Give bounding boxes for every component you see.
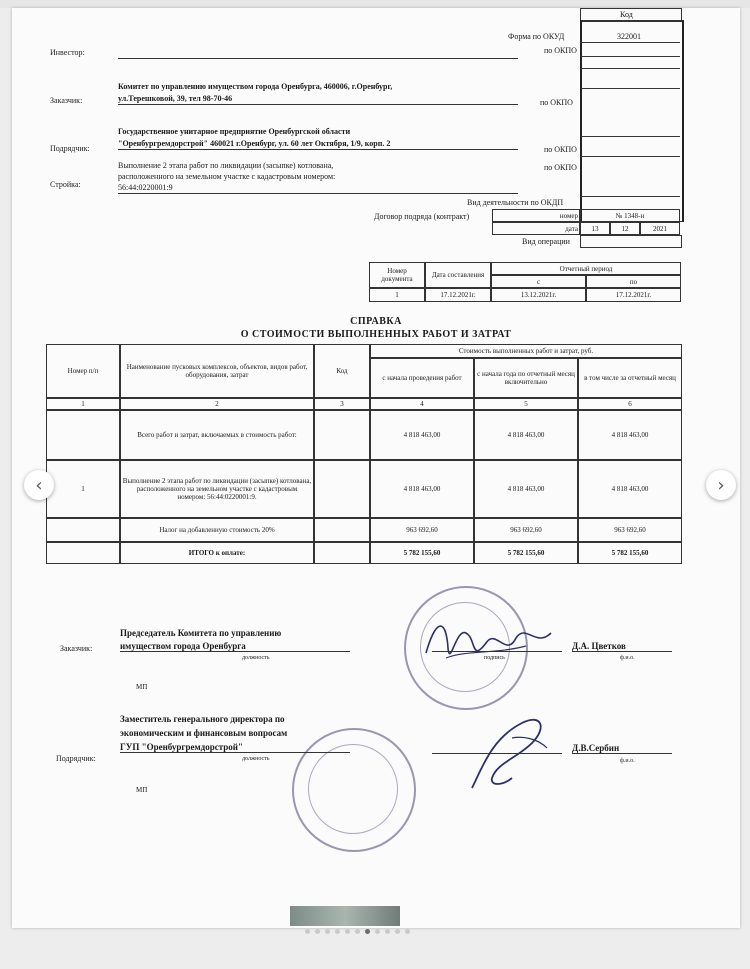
- investor-label: Инвестор:: [50, 48, 85, 57]
- chevron-right-icon: ›: [717, 474, 725, 496]
- nomer-label: номер: [492, 209, 580, 222]
- stroyka-label: Стройка:: [50, 180, 81, 189]
- okpo-label-investor: по ОКПО: [544, 46, 577, 55]
- pagination-dot[interactable]: [385, 929, 390, 934]
- doc-title-1: СПРАВКА: [350, 316, 402, 327]
- row4-num: [46, 542, 120, 564]
- zakazchik-position-2: имуществом города Оренбурга: [120, 641, 350, 652]
- podryadchik-fio: ф.и.о.: [620, 758, 635, 764]
- operation-box: [580, 235, 682, 248]
- podryadchik-name: Д.В.Сербин: [572, 743, 672, 754]
- row1-kod: [314, 410, 370, 460]
- zakazchik-dolzhnost: должность: [242, 655, 270, 661]
- col-number-5: 5: [474, 398, 578, 410]
- date-year: 2021: [640, 222, 680, 235]
- row4-c3: 5 782 155,60: [578, 542, 682, 564]
- okpo-label-zakazchik: по ОКПО: [540, 98, 573, 107]
- col-number-3: 3: [314, 398, 370, 410]
- pagination-dot[interactable]: [355, 929, 360, 934]
- okpo-label-stroyka: по ОКПО: [544, 163, 577, 172]
- pagination-dot[interactable]: [315, 929, 320, 934]
- podryadchik-mp: МП: [136, 786, 148, 794]
- podryadchik-position-1: Заместитель генерального директора по: [120, 714, 285, 724]
- col-c2-header: с начала года по отчетный месяц включительно: [474, 358, 578, 398]
- col-kod-header: Код: [314, 344, 370, 398]
- row3-c2: 963 692,60: [474, 518, 578, 542]
- col-cost-header: Стоимость выполненных работ и затрат, руб.: [370, 344, 682, 358]
- row1-name: Всего работ и затрат, включаемых в стоимость работ:: [120, 410, 314, 460]
- row4-kod: [314, 542, 370, 564]
- pagination-dot[interactable]: [345, 929, 350, 934]
- doc-data-header: Дата составления: [425, 262, 491, 288]
- col-name-header: Наименование пусковых комплексов, объектов, видов работ, оборудования, затрат: [120, 344, 314, 398]
- pagination-dot[interactable]: [305, 929, 310, 934]
- col-c1-header: с начала проведения работ: [370, 358, 474, 398]
- col-number-4: 4: [370, 398, 474, 410]
- row1-num: [46, 410, 120, 460]
- col-number-2: 2: [120, 398, 314, 410]
- row3-name: Налог на добавленную стоимость 20%: [120, 518, 314, 542]
- nomer-value: № 1348-н: [580, 209, 680, 222]
- okpo-label-podryadchik: по ОКПО: [544, 145, 577, 154]
- row1-c2: 4 818 463,00: [474, 410, 578, 460]
- row4-name: ИТОГО к оплате:: [120, 542, 314, 564]
- col-number-1: 1: [46, 398, 120, 410]
- contract-label: Договор подряда (контракт): [374, 212, 470, 221]
- doc-po-value: 17.12.2021г.: [586, 288, 681, 302]
- doc-nomer-header: Номер документа: [369, 262, 425, 288]
- col-c3-header: в том числе за отчетный месяц: [578, 358, 682, 398]
- stroyka-line-2: расположенного на земельном участке с кадастровым номером:: [118, 172, 336, 181]
- podryadchik-dolzhnost: должность: [242, 756, 270, 762]
- doc-title-2: О СТОИМОСТИ ВЫПОЛНЕННЫХ РАБОТ И ЗАТРАТ: [240, 329, 512, 340]
- podryadchik-position-2: экономическим и финансовым вопросам: [120, 728, 288, 738]
- kod-label: Код: [620, 10, 633, 19]
- row3-kod: [314, 518, 370, 542]
- pagination-dot[interactable]: [335, 929, 340, 934]
- pagination-dot[interactable]: [375, 929, 380, 934]
- zakazchik-label: Заказчик:: [50, 96, 83, 105]
- row3-c1: 963 692,60: [370, 518, 474, 542]
- okdp-label: Вид деятельности по ОКДП: [467, 198, 564, 207]
- row3-num: [46, 518, 120, 542]
- operation-label: Вид операции: [522, 237, 570, 246]
- date-month: 12: [610, 222, 640, 235]
- okud-label: Форма по ОКУД: [508, 32, 565, 41]
- podryadchik-line-1: Государственное унитарное предприятие Оренбургской области: [118, 127, 351, 136]
- row1-c3: 4 818 463,00: [578, 410, 682, 460]
- row4-c1: 5 782 155,60: [370, 542, 474, 564]
- customer-signature: [416, 608, 566, 678]
- zakazchik-line-2: ул.Терешковой, 39, тел 98-70-46: [118, 94, 518, 105]
- zakazchik-podpis: подпись: [484, 655, 505, 661]
- row2-c1: 4 818 463,00: [370, 460, 474, 518]
- viewer-top-bar: [0, 0, 750, 8]
- document-page: [12, 8, 740, 928]
- podryadchik-label: Подрядчик:: [50, 144, 90, 153]
- chevron-left-icon: ‹: [35, 474, 43, 496]
- row2-c3: 4 818 463,00: [578, 460, 682, 518]
- pagination-dot[interactable]: [325, 929, 330, 934]
- okud-value: 322001: [617, 32, 641, 41]
- row2-num: 1: [46, 460, 120, 518]
- sign-zakazchik-label: Заказчик:: [60, 644, 93, 653]
- doc-data-value: 17.12.2021г.: [425, 288, 491, 302]
- pagination-dot[interactable]: [365, 929, 370, 934]
- sign-podryadchik-label: Подрядчик:: [56, 754, 96, 763]
- col-num-header: Номер п/п: [46, 344, 120, 398]
- row4-c2: 5 782 155,60: [474, 542, 578, 564]
- zakazchik-line-1: Комитет по управлению имуществом города Оренбурга, 460006, г.Оренбург,: [118, 82, 393, 91]
- code-column: [580, 20, 684, 222]
- doc-period-header: Отчетный период: [491, 262, 681, 275]
- pagination-dots: [305, 929, 410, 935]
- doc-s-value: 13.12.2021г.: [491, 288, 586, 302]
- pagination-dot[interactable]: [405, 929, 410, 934]
- next-image-button[interactable]: [706, 470, 736, 500]
- next-page-thumbnail: [290, 906, 400, 926]
- row3-c3: 963 692,60: [578, 518, 682, 542]
- prev-image-button[interactable]: [24, 470, 54, 500]
- row2-name: Выполнение 2 этапа работ по ликвидации (засыпке) котлована, расположенного на земельном участке с кадастровым номером: 56:44:0220001:9.: [120, 460, 314, 518]
- zakazchik-position-1: Председатель Комитета по управлению: [120, 628, 282, 638]
- doc-nomer-value: 1: [369, 288, 425, 302]
- zakazchik-name: Д.А. Цветков: [572, 641, 672, 652]
- pagination-dot[interactable]: [395, 929, 400, 934]
- zakazchik-fio: ф.и.о.: [620, 655, 635, 661]
- doc-period-s: с: [491, 275, 586, 288]
- stroyka-line-1: Выполнение 2 этапа работ по ликвидации (засыпке) котлована,: [118, 161, 334, 170]
- podryadchik-line-2: "Оренбургремдорстрой" 460021 г.Оренбург, ул. 60 лет Октября, 1/9, корп. 2: [118, 139, 518, 150]
- data-label: дата: [492, 222, 580, 235]
- row1-c1: 4 818 463,00: [370, 410, 474, 460]
- podryadchik-position-3: ГУП "Оренбургремдорстрой": [120, 742, 350, 753]
- doc-period-po: по: [586, 275, 681, 288]
- zakazchik-mp: МП: [136, 683, 148, 691]
- row2-c2: 4 818 463,00: [474, 460, 578, 518]
- stroyka-line-3: 56:44:0220001:9: [118, 183, 518, 194]
- date-day: 13: [580, 222, 610, 235]
- row2-kod: [314, 460, 370, 518]
- col-number-6: 6: [578, 398, 682, 410]
